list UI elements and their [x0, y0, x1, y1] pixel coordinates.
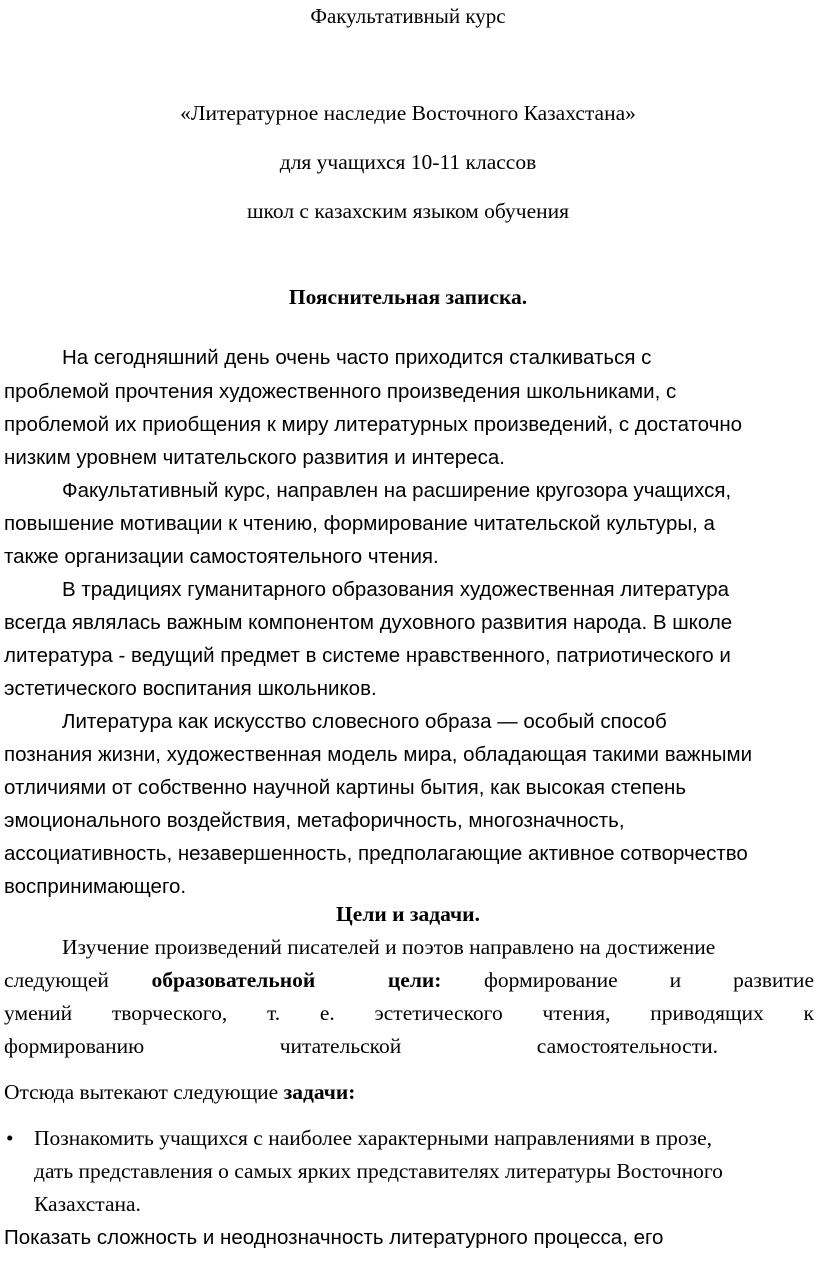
- goals-line: [4, 968, 814, 993]
- course-type: Факультативный курс: [310, 4, 506, 28]
- note-line: всегда являлась важным компонентом духовного развития народа. В школе: [4, 611, 733, 634]
- schools-line: школ с казахским языком обучения: [246, 199, 570, 223]
- note-line: Факультативный курс, направлен на расширение кругозора учащихся,: [62, 479, 732, 502]
- note-line: В традициях гуманитарного образования художественная литература: [62, 578, 730, 601]
- note-line: Литература как искусство словесного образа — особый способ: [62, 710, 667, 733]
- education-goal-label: образовательной цели:: [151, 968, 442, 992]
- note-line: литература - ведущий предмет в системе нравственного, патриотического и: [4, 644, 731, 667]
- note-line: низким уровнем читательского развития и интереса.: [4, 446, 505, 469]
- education-goal: [151, 968, 441, 993]
- note-line: воспринимающего.: [4, 875, 187, 898]
- bullet-line: дать представления о самых ярких представителях литературы Восточного: [34, 1159, 723, 1183]
- tasks-intro-text: Отсюда вытекают следующие: [4, 1080, 284, 1104]
- note-line: отличиями от собственно научной картины бытия, как высокая степень: [4, 776, 687, 799]
- last-line: Показать сложность и неоднозначность литературного процесса, его: [4, 1226, 664, 1249]
- goals-line: умений творческого, т. е. эстетического чтения, приводящих к: [4, 1001, 814, 1025]
- bullet-line: Познакомить учащихся с наиболее характерными направлениями в прозе,: [34, 1126, 712, 1150]
- bullet-icon: •: [6, 1126, 14, 1150]
- tasks-label: задачи:: [283, 1080, 356, 1104]
- goals-line: формированию читательской самостоятельности.: [4, 1034, 718, 1058]
- note-line: познания жизни, художественная модель мира, обладающая такими важными: [4, 743, 753, 766]
- note-line: эмоционального воздействия, метафоричность, многозначность,: [4, 809, 625, 832]
- course-title: «Литературное наследие Восточного Казахстана»: [180, 101, 636, 125]
- bullet-line: Казахстана.: [34, 1192, 141, 1216]
- goals-line: Изучение произведений писателей и поэтов направлено на достижение: [62, 935, 716, 959]
- audience-line: для учащихся 10-11 классов: [279, 150, 537, 174]
- goals-text: следующей: [4, 968, 109, 992]
- note-line: повышение мотивации к чтению, формирование читательской культуры, а: [4, 512, 715, 535]
- note-line: эстетического воспитания школьников.: [4, 677, 377, 700]
- note-line: проблемой прочтения художественного произведения школьниками, с: [4, 380, 677, 403]
- note-line: проблемой их приобщения к миру литературных произведений, с достаточно: [4, 413, 743, 436]
- tasks-intro: [4, 1080, 355, 1105]
- goals-text: формирование и развитие: [483, 968, 814, 992]
- note-line: также организации самостоятельного чтения.: [4, 545, 439, 568]
- note-heading: Пояснительная записка.: [288, 285, 528, 309]
- note-line: На сегодняшний день очень часто приходится сталкиваться с: [62, 346, 652, 369]
- goals-heading: Цели и задачи.: [336, 902, 480, 926]
- note-line: ассоциативность, незавершенность, предполагающие активное сотворчество: [4, 842, 748, 865]
